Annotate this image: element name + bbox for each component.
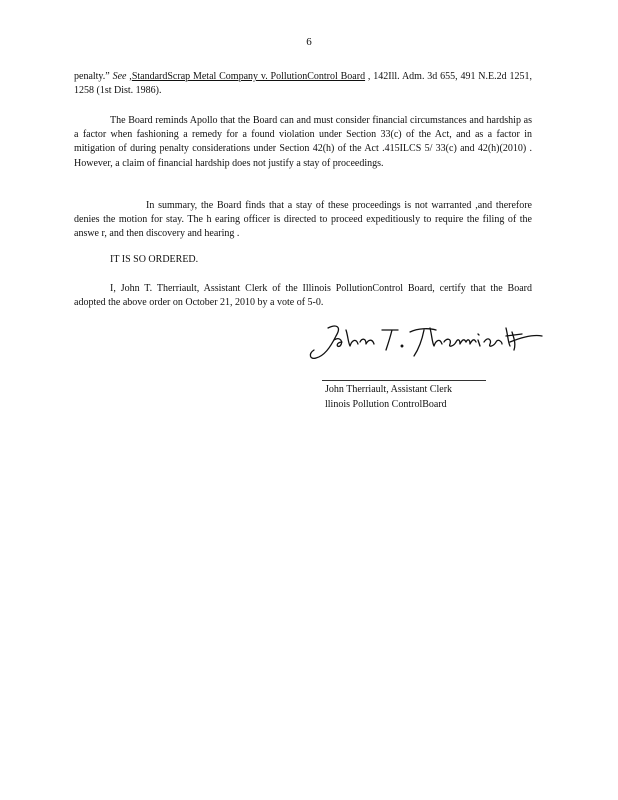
- paragraph-financial-hardship: [74, 114, 532, 171]
- paragraph-summary: [74, 199, 532, 242]
- case-name: StandardScrap Metal Company v. PollutionControl Board: [131, 71, 366, 82]
- paragraph-citation: [74, 70, 532, 98]
- so-ordered-text: IT IS SO ORDERED.: [110, 254, 199, 265]
- handwritten-signature: [306, 320, 546, 366]
- citation-lead: penalty.”: [74, 71, 113, 82]
- paragraph-ordered: [74, 253, 532, 267]
- signature-line: [322, 380, 486, 381]
- signer-name: John Therriault, Assistant Clerk: [325, 384, 453, 395]
- signer-organization: llinois Pollution ControlBoard: [325, 399, 447, 410]
- citation-reporter: , 142Ill. Adm. 3d 655, 491 N.E.2d 1251, 1258 (1st Dist. 1986).: [74, 71, 532, 97]
- citation-sep: ,: [126, 71, 132, 82]
- paragraph-financial-hardship-text: The Board reminds Apollo that the Board can and must consider financial circumstances and hardship as a factor when fashioning a remedy for a found violation under Section 33(c) of the Act, and as a factor in mitigation of during penalty considerations under Section 42(h) of the Act .415ILCS 5/ 33(c) and 42(h)(2010) . However, a claim of financial hardship does not justify a stay of proceedings.: [74, 115, 532, 169]
- see-signal: See: [112, 71, 127, 82]
- certification-text: I, John T. Therriault, Assistant Clerk of the Illinois PollutionControl Board, certify that the Board adopted the above order on October 21, 2010 by a vote of 5-0.: [74, 283, 532, 309]
- paragraph-summary-text: In summary, the Board finds that a stay of these proceedings is not warranted ,and therefore denies the motion for stay. The h earing officer is directed to proceed expeditiously to require the filing of the answe r, and then discovery and hearing .: [74, 200, 532, 240]
- paragraph-certification: [74, 282, 532, 310]
- page-number: 6: [306, 36, 312, 48]
